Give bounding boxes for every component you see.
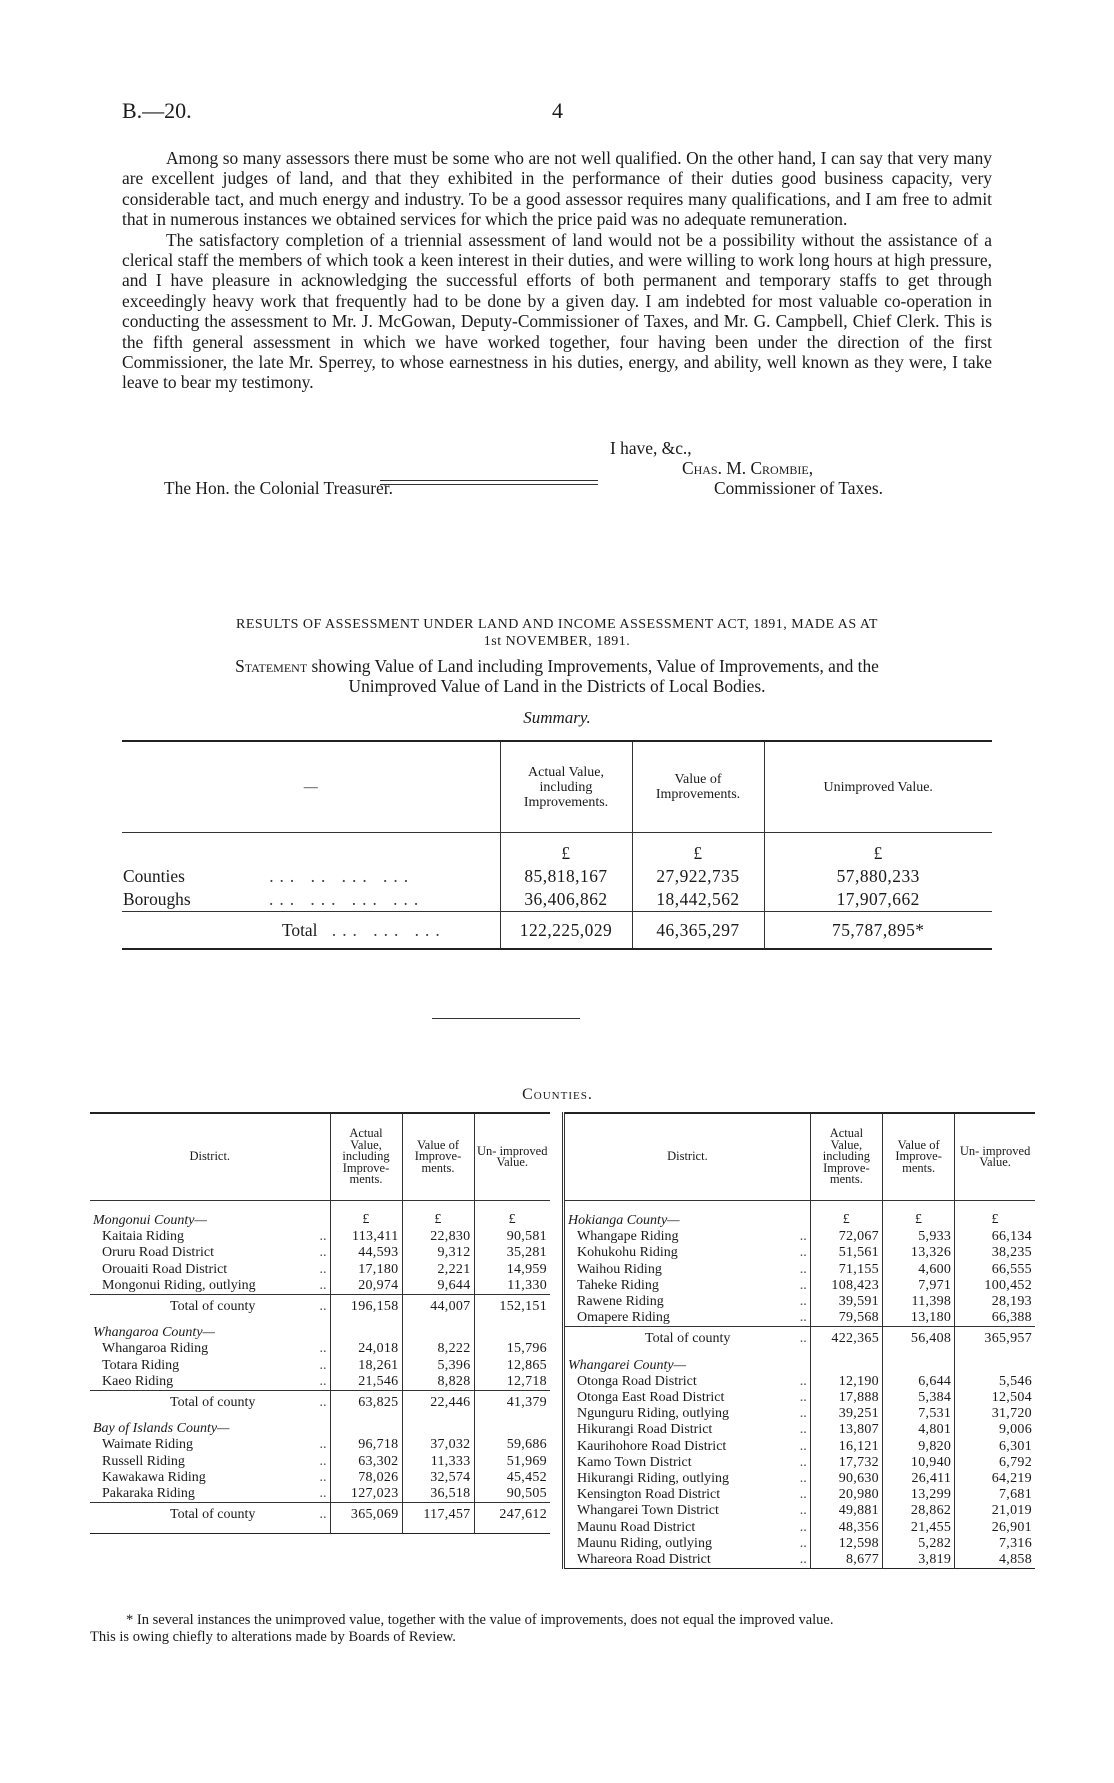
district-row: Kamo Town District .. 17,732 10,940 6,792 bbox=[564, 1455, 1036, 1471]
county-heading-row bbox=[90, 1201, 550, 1230]
counties-table-left bbox=[90, 1112, 550, 1534]
col-actual: Actual Value, including Improve- ments. bbox=[810, 1113, 882, 1201]
summary-total-label: Total ... ... ... bbox=[122, 912, 500, 950]
county-name: Bay of Islands County— bbox=[93, 1421, 230, 1437]
district-row: Otonga East Road District .. 17,888 5,384 12,504 bbox=[564, 1390, 1036, 1406]
summary-total-value: 75,787,895* bbox=[764, 912, 992, 950]
summary-value: 17,907,662 bbox=[764, 888, 992, 912]
district-row: Hikurangi Riding, outlying .. 90,630 26,411 64,219 bbox=[564, 1471, 1036, 1487]
summary-header-row bbox=[122, 741, 992, 833]
summary-value: 18,442,562 bbox=[632, 888, 764, 912]
summary-total-value: 46,365,297 bbox=[632, 912, 764, 950]
unit-label: £ bbox=[764, 833, 992, 866]
summary-label: Summary. bbox=[523, 708, 591, 727]
section-divider bbox=[380, 480, 598, 485]
district-row: Omapere Riding .. 79,568 13,180 66,388 bbox=[564, 1310, 1036, 1327]
district-row: Rawene Riding .. 39,591 11,398 28,193 bbox=[564, 1294, 1036, 1310]
addressee: The Hon. the Colonial Treasurer. bbox=[164, 478, 393, 498]
letter-paragraph: Among so many assessors there must be some who are not well qualified. On the other hand, I can say that very many are excellent judges of land, and that they exhibited in the performance of their duties good business capacity, very considerable tact, and much energy and industry. To be a good assessor requires many qualifications, and I am free to admit that in numerous instances we obtained services for which the price paid was no adequate remuneration. bbox=[122, 148, 992, 230]
unit-label: £ bbox=[632, 833, 764, 866]
district-row: Otonga Road District .. 12,190 6,644 5,546 bbox=[564, 1374, 1036, 1390]
county-name: Mongonui County— bbox=[93, 1213, 207, 1228]
district-row: Whareora Road District .. 8,677 3,819 4,858 bbox=[564, 1552, 1036, 1569]
footnote-line: * In several instances the unimproved value, together with the value of improvements, does not equal the improved value. bbox=[126, 1612, 834, 1628]
letter-paragraph: The satisfactory completion of a triennial assessment of land would not be a possibility without the assistance of a clerical staff the members of which took a keen interest in their duties, and were willing to work long hours at high pressure, and I have pleasure in acknowledging the successful efforts of both permanent and temporary staffs to get through exceedingly heavy work that frequently had to be done by a given day. I am indebted for most valuable co-operation in conducting the assessment to Mr. J. McGowan, Deputy-Commissioner of Taxes, and Mr. G. Campbell, Chief Clerk. This is the fifth general assessment in which we have worked together, four having been under the direction of the first Commissioner, the late Mr. Sperrey, to whose earnestness in his duties, energy, and ability, well known as they were, I take leave to bear my testimony. bbox=[122, 229, 992, 393]
statement-line bbox=[122, 656, 992, 676]
district-row: Kaeo Riding .. 21,546 8,828 12,718 bbox=[90, 1374, 550, 1391]
unit-label: £ bbox=[810, 1201, 882, 1230]
summary-value: 36,406,862 bbox=[500, 888, 632, 912]
county-name: Whangaroa County— bbox=[93, 1325, 215, 1341]
district-row: Oruru Road District .. 44,593 9,312 35,281 bbox=[90, 1245, 550, 1261]
counties-table-right bbox=[562, 1112, 1035, 1569]
summary-row bbox=[122, 865, 992, 888]
unit-label: £ bbox=[474, 1201, 550, 1230]
district-row: Kaitaia Riding .. 113,411 22,830 90,581 bbox=[90, 1229, 550, 1245]
summary-row-label: Boroughs ... ... ... ... bbox=[123, 889, 425, 909]
district-row: Maunu Riding, outlying .. 12,598 5,282 7,316 bbox=[564, 1536, 1036, 1552]
counties-title: Counties. bbox=[522, 1086, 593, 1103]
letter-closing bbox=[122, 438, 992, 500]
district-row: Maunu Road District .. 48,356 21,455 26,901 bbox=[564, 1520, 1036, 1536]
col-unimproved: Un- improved Value. bbox=[955, 1113, 1035, 1201]
document-reference: B.—20. bbox=[122, 98, 192, 123]
district-row: Kawakawa Riding .. 78,026 32,574 45,452 bbox=[90, 1470, 550, 1486]
summary-unit-row bbox=[122, 833, 992, 866]
summary-stub-header: — bbox=[122, 741, 500, 833]
district-row: Pakaraka Riding .. 127,023 36,518 90,505 bbox=[90, 1486, 550, 1503]
unit-label: £ bbox=[883, 1201, 955, 1230]
district-row: Hikurangi Road District .. 13,807 4,801 9,006 bbox=[564, 1422, 1036, 1438]
col-unimproved: Un- improved Value. bbox=[474, 1113, 550, 1201]
closing-phrase: I have, &c., bbox=[610, 438, 692, 458]
footnote bbox=[90, 1612, 1035, 1646]
summary-row bbox=[122, 888, 992, 912]
county-total-row: Total of county .. 196,158 44,007 152,151 bbox=[90, 1295, 550, 1326]
summary-table bbox=[122, 740, 992, 950]
county-heading-row bbox=[90, 1325, 550, 1341]
district-row: Whangape Riding .. 72,067 5,933 66,134 bbox=[564, 1229, 1036, 1245]
statement-lead: Statement bbox=[235, 656, 308, 676]
col-actual: Actual Value, including Improve- ments. bbox=[330, 1113, 402, 1201]
signer-title: Commissioner of Taxes. bbox=[714, 478, 883, 498]
summary-value: 57,880,233 bbox=[764, 865, 992, 888]
district-row: Orouaiti Road District .. 17,180 2,221 14,959 bbox=[90, 1262, 550, 1278]
district-row: Waihou Riding .. 71,155 4,600 66,555 bbox=[564, 1262, 1036, 1278]
summary-value: 27,922,735 bbox=[632, 865, 764, 888]
summary-value: 85,818,167 bbox=[500, 865, 632, 888]
county-heading-row bbox=[90, 1421, 550, 1437]
district-row: Kaurihohore Road District .. 16,121 9,820 6,301 bbox=[564, 1439, 1036, 1455]
district-row: Mongonui Riding, outlying .. 20,974 9,644 11,330 bbox=[90, 1278, 550, 1295]
unit-label: £ bbox=[402, 1201, 474, 1230]
summary-total-row bbox=[122, 912, 992, 950]
results-title-line: RESULTS OF ASSESSMENT UNDER LAND AND INCOME ASSESSMENT ACT, 1891, MADE AS AT bbox=[236, 617, 878, 632]
unit-label: £ bbox=[955, 1201, 1035, 1230]
county-name: Whangarei County— bbox=[568, 1357, 687, 1373]
section-divider bbox=[432, 1018, 580, 1020]
counties-header-row bbox=[90, 1113, 550, 1201]
summary-col-improvements: Value of Improvements. bbox=[632, 741, 764, 833]
footnote-line: This is owing chiefly to alterations made by Boards of Review. bbox=[90, 1629, 456, 1645]
signature: Chas. M. Crombie, bbox=[682, 458, 814, 478]
unit-label: £ bbox=[500, 833, 632, 866]
unit-label: £ bbox=[330, 1201, 402, 1230]
district-row: Whangarei Town District .. 49,881 28,862 21,019 bbox=[564, 1503, 1036, 1519]
statement-line: Unimproved Value of Land in the Districts of Local Bodies. bbox=[348, 676, 766, 696]
district-row: Russell Riding .. 63,302 11,333 51,969 bbox=[90, 1454, 550, 1470]
results-title-line: 1st NOVEMBER, 1891. bbox=[483, 634, 631, 649]
results-title bbox=[122, 616, 992, 650]
col-district: District. bbox=[90, 1113, 330, 1201]
county-total-row: Total of county .. 63,825 22,446 41,379 bbox=[90, 1391, 550, 1422]
statement-heading bbox=[122, 656, 992, 696]
page-number: 4 bbox=[552, 98, 563, 123]
county-total-row: Total of county .. 365,069 117,457 247,612 bbox=[90, 1503, 550, 1534]
district-row: Whangaroa Riding .. 24,018 8,222 15,796 bbox=[90, 1341, 550, 1357]
page-header bbox=[122, 98, 992, 128]
summary-col-actual: Actual Value, including Improvements. bbox=[500, 741, 632, 833]
counties-header-row bbox=[564, 1113, 1036, 1201]
summary-total-value: 122,225,029 bbox=[500, 912, 632, 950]
col-improvements: Value of Improve- ments. bbox=[883, 1113, 955, 1201]
county-name: Hokianga County— bbox=[568, 1213, 680, 1228]
col-district: District. bbox=[564, 1113, 811, 1201]
district-row: Ngunguru Riding, outlying .. 39,251 7,531 31,720 bbox=[564, 1406, 1036, 1422]
district-row: Waimate Riding .. 96,718 37,032 59,686 bbox=[90, 1437, 550, 1453]
district-row: Kensington Road District .. 20,980 13,299 7,681 bbox=[564, 1487, 1036, 1503]
county-heading-row bbox=[564, 1201, 1036, 1230]
summary-col-unimproved: Unimproved Value. bbox=[764, 741, 992, 833]
district-row: Taheke Riding .. 108,423 7,971 100,452 bbox=[564, 1278, 1036, 1294]
district-row: Totara Riding .. 18,261 5,396 12,865 bbox=[90, 1358, 550, 1374]
col-improvements: Value of Improve- ments. bbox=[402, 1113, 474, 1201]
county-total-row: Total of county .. 422,365 56,408 365,957 bbox=[564, 1327, 1036, 1358]
statement-text: showing Value of Land including Improvements, Value of Improvements, and the bbox=[311, 656, 879, 676]
county-heading-row bbox=[564, 1358, 1036, 1374]
summary-row-label: Counties ... .. ... ... bbox=[123, 866, 415, 886]
district-row: Kohukohu Riding .. 51,561 13,326 38,235 bbox=[564, 1245, 1036, 1261]
letter-body bbox=[122, 148, 992, 393]
